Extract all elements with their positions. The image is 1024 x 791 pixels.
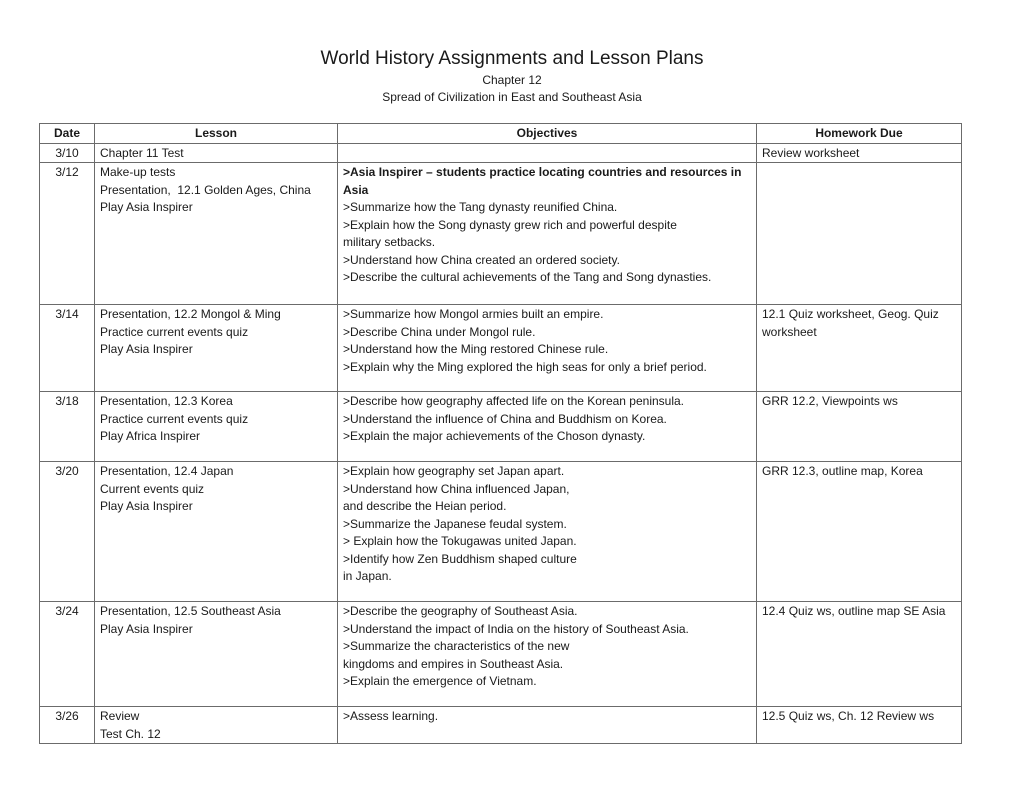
table-header-row — [40, 124, 962, 144]
objective-line: > Explain how the Tokugawas united Japan. — [343, 534, 577, 548]
objective-line: >Summarize the characteristics of the new — [343, 639, 570, 653]
objective-line: >Understand how the Ming restored Chinese rule. — [343, 342, 609, 356]
table-row — [40, 392, 962, 462]
lesson-line: Play Asia Inspirer — [100, 200, 193, 214]
column-header-objectives: Objectives — [338, 124, 757, 144]
objective-line: >Understand how China created an ordered society. — [343, 252, 620, 267]
lesson-line: Presentation, 12.1 Golden Ages, China — [100, 182, 311, 197]
objectives-cell — [338, 163, 757, 305]
objective-line: >Explain how the Song dynasty grew rich and powerful despite — [343, 217, 677, 232]
objectives-cell — [338, 602, 757, 707]
objective-line: >Summarize how the Tang dynasty reunified China. — [343, 200, 618, 214]
objective-line: kingdoms and empires in Southeast Asia. — [343, 656, 564, 671]
homework-cell — [757, 707, 962, 744]
date-cell: 3/12 — [40, 163, 95, 305]
homework-text: GRR 12.2, Viewpoints ws — [762, 394, 898, 408]
table-row — [40, 462, 962, 602]
lesson-line: Practice current events quiz — [100, 324, 249, 339]
objective-line: >Asia Inspirer – students practice locating countries and resources in Asia — [343, 165, 742, 197]
date-cell: 3/26 — [40, 707, 95, 744]
objective-line: >Describe how geography affected life on the Korean peninsula. — [343, 394, 685, 408]
lesson-cell — [95, 707, 338, 744]
objective-line: >Identify how Zen Buddhism shaped culture — [343, 551, 577, 566]
table-row — [40, 707, 962, 744]
lesson-line: Presentation, 12.4 Japan — [100, 464, 234, 478]
homework-text: Review worksheet — [762, 145, 860, 160]
objectives-cell — [338, 462, 757, 602]
homework-text: GRR 12.3, outline map, Korea — [762, 464, 923, 478]
homework-cell — [757, 163, 962, 305]
objectives-cell — [338, 392, 757, 462]
objective-line: >Describe the geography of Southeast Asia. — [343, 604, 578, 618]
date-cell: 3/18 — [40, 392, 95, 462]
objective-line: and describe the Heian period. — [343, 499, 507, 513]
column-header-homework: Homework Due — [757, 124, 962, 144]
lesson-cell — [95, 462, 338, 602]
table-row — [40, 602, 962, 707]
lesson-line: Practice current events quiz — [100, 411, 249, 426]
chapter-label: Chapter 12 — [482, 73, 542, 87]
homework-cell — [757, 462, 962, 602]
homework-cell — [757, 305, 962, 392]
objective-line: >Describe China under Mongol rule. — [343, 324, 536, 339]
objective-line: >Describe the cultural achievements of the Tang and Song dynasties. — [343, 270, 712, 284]
objective-line: >Understand how China influenced Japan, — [343, 481, 570, 496]
lesson-plan-table — [39, 123, 962, 744]
objective-line: >Explain why the Ming explored the high seas for only a brief period. — [343, 359, 707, 374]
objective-line: >Explain how geography set Japan apart. — [343, 464, 565, 478]
document-header — [0, 47, 1024, 106]
objectives-cell — [338, 707, 757, 744]
objective-line: >Understand the impact of India on the history of Southeast Asia. — [343, 621, 689, 636]
lesson-cell — [95, 143, 338, 163]
lesson-line: Play Africa Inspirer — [100, 429, 201, 443]
lesson-cell — [95, 305, 338, 392]
lesson-line: Presentation, 12.5 Southeast Asia — [100, 604, 281, 618]
homework-cell — [757, 602, 962, 707]
objective-line: >Assess learning. — [343, 709, 439, 723]
lesson-line: Play Asia Inspirer — [100, 342, 193, 356]
date-cell: 3/14 — [40, 305, 95, 392]
objective-line: >Summarize how Mongol armies built an empire. — [343, 307, 604, 321]
lesson-line: Review — [100, 709, 140, 723]
lesson-cell — [95, 163, 338, 305]
date-cell: 3/10 — [40, 143, 95, 163]
objective-line: >Explain the emergence of Vietnam. — [343, 674, 537, 688]
objective-line: >Summarize the Japanese feudal system. — [343, 516, 567, 531]
lesson-cell — [95, 392, 338, 462]
lesson-line: Make-up tests — [100, 165, 176, 179]
lesson-line: Chapter 11 Test — [100, 145, 184, 160]
homework-text: 12.1 Quiz worksheet, Geog. Quiz worksheet — [762, 307, 939, 339]
lesson-cell — [95, 602, 338, 707]
document-title: World History Assignments and Lesson Plans — [320, 48, 704, 69]
homework-text: 12.4 Quiz ws, outline map SE Asia — [762, 604, 946, 618]
objectives-cell — [338, 143, 757, 163]
homework-text: 12.5 Quiz ws, Ch. 12 Review ws — [762, 709, 935, 723]
date-cell: 3/20 — [40, 462, 95, 602]
date-cell: 3/24 — [40, 602, 95, 707]
objective-line: >Understand the influence of China and Buddhism on Korea. — [343, 411, 667, 426]
objective-line: in Japan. — [343, 569, 392, 583]
lesson-line: Play Asia Inspirer — [100, 499, 193, 513]
column-header-lesson: Lesson — [95, 124, 338, 144]
column-header-date: Date — [40, 124, 95, 144]
lesson-line: Test Ch. 12 — [100, 726, 161, 741]
table-row — [40, 305, 962, 392]
table-row — [40, 143, 962, 163]
objective-line: >Explain the major achievements of the Choson dynasty. — [343, 429, 646, 443]
lesson-line: Play Asia Inspirer — [100, 621, 193, 636]
table-row — [40, 163, 962, 305]
lesson-line: Current events quiz — [100, 481, 205, 496]
homework-cell — [757, 143, 962, 163]
homework-cell — [757, 392, 962, 462]
lesson-line: Presentation, 12.3 Korea — [100, 394, 233, 408]
objectives-cell — [338, 305, 757, 392]
document-subtitle: Spread of Civilization in East and Southeast Asia — [382, 90, 642, 104]
lesson-line: Presentation, 12.2 Mongol & Ming — [100, 307, 281, 321]
objective-line: military setbacks. — [343, 235, 436, 249]
